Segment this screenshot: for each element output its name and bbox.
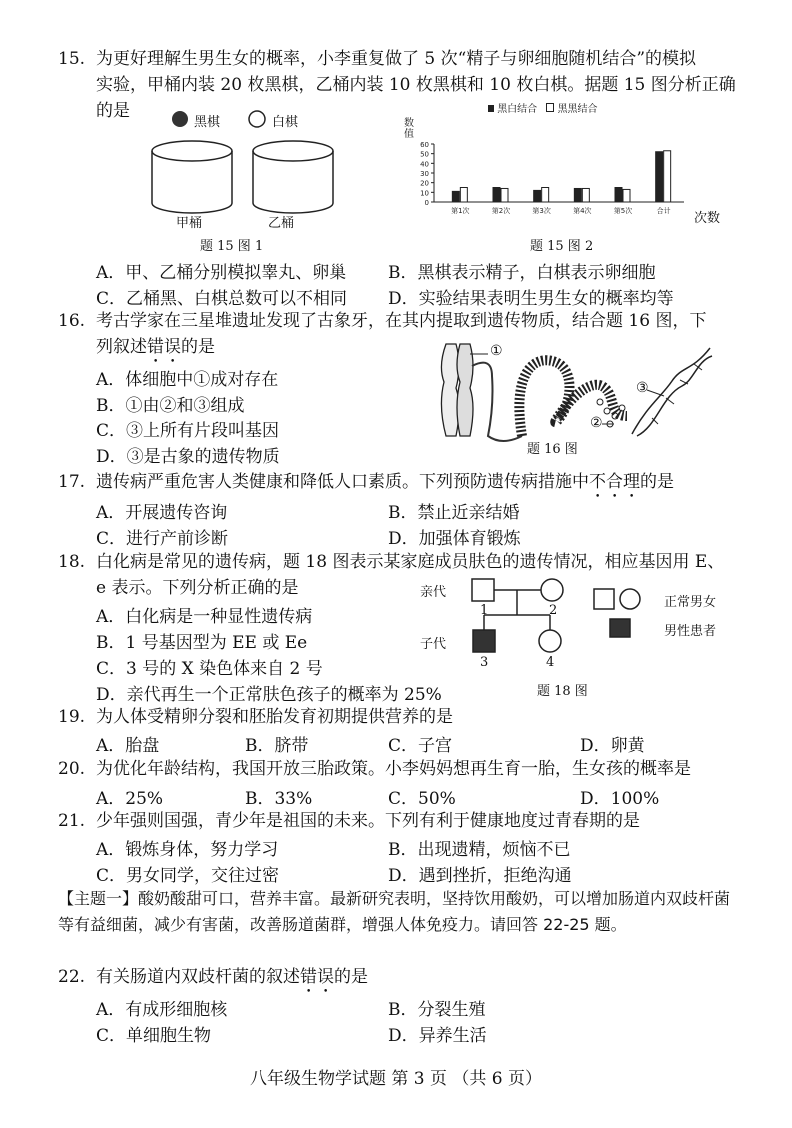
legend-series1-label: 黑白结合: [497, 104, 538, 115]
q16-line1: [58, 309, 706, 334]
q15-line3: 的是: [96, 101, 130, 121]
q18-option-d[interactable]: D．亲代再生一个正常肤色孩子的概率为 25%: [96, 685, 442, 705]
fig16-drawing: [432, 336, 717, 446]
q15-option-d[interactable]: D．实验结果表明生男生女的概率均等: [388, 289, 674, 309]
q18-option-c[interactable]: C．3 号的 X 染色体来自 2 号: [96, 659, 323, 679]
q16-option-d[interactable]: D．③是古象的遗传物质: [96, 447, 280, 467]
fig15-1-caption: 题 15 图 1: [200, 239, 264, 254]
q21-line1: 21. 少年强则国强，青少年是祖国的未来。下列有利于健康地度过青春期的是: [58, 809, 640, 834]
q15-line2: 实验，甲桶内装 20 枚黑棋，乙桶内装 10 枚黑棋和 10 枚白棋。据题 15 图分析正确: [96, 75, 736, 95]
y-tick-label: 10: [420, 189, 429, 198]
q17-option-a[interactable]: A．开展遗传咨询: [96, 503, 228, 523]
q21-option-c[interactable]: C．男女同学，交往过密: [96, 866, 280, 886]
q16-text-1: 考古学家在三星堆遗址发现了古象牙，在其内提取到遗传物质，结合题 16 图，下: [96, 311, 707, 331]
q16-option-a[interactable]: A．体细胞中①成对存在: [96, 370, 279, 390]
chromatid-left: [441, 344, 459, 436]
pedigree-num4: 4: [546, 655, 555, 670]
q20-option-a[interactable]: A．25%: [96, 789, 164, 809]
q17-option-b[interactable]: B．禁止近亲结婚: [388, 503, 520, 523]
q18-line1: 18. 白化病是常见的遗传病，题 18 图表示某家庭成员肤色的遗传情况，相应基因用 E、: [58, 550, 724, 575]
q21-number: 21.: [58, 811, 86, 831]
q22-number: 22.: [58, 967, 86, 987]
fig15-2-caption: 题 15 图 2: [530, 239, 594, 254]
q15-text-1: 为更好理解生男生女的概率，小李重复做了 5 次“精子与卵细胞随机结合”的模拟: [96, 49, 697, 69]
bar-1-4: [574, 188, 581, 202]
q17-line1: 17. 遗传病严重危害人类健康和降低人口素质。下列预防遗传病措施中不合理的是: [58, 470, 674, 502]
bar-2-4: [582, 188, 589, 202]
bucket-b-label: 乙桶: [268, 216, 295, 231]
y-tick-label: 50: [420, 150, 429, 159]
chart-ylabel: 数值: [404, 118, 414, 140]
q16-option-c[interactable]: C．③上所有片段叫基因: [96, 421, 280, 441]
page-footer: 八年级生物学试题 第 3 页 （共 6 页）: [249, 1069, 543, 1089]
q20-option-c[interactable]: C．50%: [388, 789, 456, 809]
y-tick-label: 40: [420, 160, 429, 169]
q15-option-b[interactable]: B．黑棋表示精子，白棋表示卵细胞: [388, 263, 656, 283]
fig16-label1: ①: [490, 343, 503, 359]
chart-legend: [488, 100, 598, 115]
q20-line1: 20. 为优化年龄结构，我国开放三胎政策。小李妈妈想再生育一胎，生女孩的概率是: [58, 757, 691, 782]
q16-option-b[interactable]: B．①由②和③组成: [96, 396, 245, 416]
q15-line1: [58, 47, 696, 72]
q18-line2: e 表示。下列分析正确的是: [96, 578, 299, 598]
x-tick-label: 第1次: [451, 207, 470, 215]
q19-option-d[interactable]: D．卵黄: [580, 736, 645, 756]
white-piece-icon: [249, 111, 265, 127]
y-tick-label: 60: [420, 141, 429, 149]
legend-normal-female-icon: [620, 589, 640, 609]
legend-patient-icon: [610, 619, 630, 637]
x-tick-label: 第4次: [573, 207, 592, 215]
bar-2-2: [501, 188, 508, 202]
child4-female-icon: [539, 630, 561, 652]
fig16-caption: 题 16 图: [527, 442, 578, 457]
legend-patient-label: 男性患者: [664, 624, 717, 639]
pedigree-parents-label: 亲代: [420, 585, 447, 600]
q15-number: 15.: [58, 49, 86, 69]
emphasis-error-2: 错误: [300, 967, 334, 987]
bar-1-2: [493, 188, 500, 203]
q22-option-c[interactable]: C．单细胞生物: [96, 1026, 212, 1046]
q20-option-d[interactable]: D．100%: [580, 789, 660, 809]
q19-option-c[interactable]: C．子宫: [388, 736, 453, 756]
chart-svg: [412, 140, 712, 220]
q22-line1: 22. 有关肠道内双歧杆菌的叙述错误的是: [58, 965, 368, 997]
q17-option-c[interactable]: C．进行产前诊断: [96, 529, 229, 549]
parent1-male-icon: [472, 579, 494, 601]
legend-white-label: 白棋: [272, 115, 299, 130]
q19-option-a[interactable]: A．胎盘: [96, 736, 160, 756]
x-tick-label: 第3次: [532, 207, 551, 215]
black-piece-icon: [172, 111, 188, 127]
bucket-a-label: 甲桶: [176, 216, 203, 231]
y-tick-label: 30: [420, 170, 429, 178]
q19-option-b[interactable]: B．脐带: [245, 736, 309, 756]
q15-option-c[interactable]: C．乙桶黑、白棋总数可以不相同: [96, 289, 348, 309]
chromatid-right: [457, 344, 473, 436]
q16-line2: 列叙述错误的是: [96, 337, 215, 357]
y-tick-label: 20: [420, 179, 429, 188]
bar-2-3: [542, 188, 549, 203]
q15-option-a[interactable]: A．甲、乙桶分别模拟睾丸、卵巢: [96, 263, 347, 283]
bar-1-5: [615, 188, 622, 203]
q18-number: 18.: [58, 552, 86, 572]
q20-option-b[interactable]: B．33%: [245, 789, 313, 809]
pedigree-num3: 3: [480, 655, 489, 670]
q16-number: 16.: [58, 311, 86, 331]
y-tick-label: 0: [424, 199, 429, 207]
fig18-caption: 题 18 图: [537, 684, 588, 699]
pedigree-num1: 1: [480, 603, 489, 618]
fiber: [472, 363, 522, 441]
q19-number: 19.: [58, 707, 86, 727]
q17-option-d[interactable]: D．加强体育锻炼: [388, 529, 521, 549]
legend-series2-label: 黑黑结合: [557, 104, 598, 115]
x-tick-label: 合计: [656, 207, 671, 215]
q18-option-b[interactable]: B．1 号基因型为 EE 或 Ee: [96, 633, 308, 653]
q20-number: 20.: [58, 759, 86, 779]
legend-white-swatch: [546, 103, 554, 112]
q18-option-a[interactable]: A．白化病是一种显性遗传病: [96, 607, 313, 627]
x-tick-label: 第2次: [491, 207, 511, 215]
fig16-label3: ③: [636, 380, 649, 396]
bar-1-3: [534, 190, 541, 202]
chart-xlabel: 次数: [694, 211, 721, 226]
bar-1-1: [452, 191, 459, 202]
legend-black-label: 黑棋: [194, 115, 221, 130]
pedigree-num2: 2: [549, 603, 558, 618]
q22-option-b[interactable]: B．分裂生殖: [388, 1000, 486, 1020]
emphasis-error: 错误: [147, 337, 181, 357]
q17-number: 17.: [58, 472, 86, 492]
coil: [519, 360, 627, 436]
q19-line1: 19. 为人体受精卵分裂和胚胎发育初期提供营养的是: [58, 705, 453, 730]
emphasis-unreasonable: 不合理: [589, 472, 640, 492]
parent2-female-icon: [541, 579, 563, 601]
q22-option-a[interactable]: A．有成形细胞核: [96, 1000, 228, 1020]
bar-2-6: [664, 151, 671, 202]
bar-2-1: [460, 188, 467, 203]
fig16-label2: ②: [590, 415, 603, 431]
legend-normal-label: 正常男女: [664, 595, 717, 610]
q21-option-a[interactable]: A．锻炼身体，努力学习: [96, 840, 279, 860]
bar-1-6: [656, 152, 663, 202]
pedigree-children-label: 子代: [420, 637, 447, 652]
x-tick-label: 第5次: [613, 207, 633, 215]
legend-normal-male-icon: [594, 589, 614, 609]
bucket-a-top: [152, 141, 232, 161]
theme1-paragraph: 【主题一】酸奶酸甜可口，营养丰富。最新研究表明，坚持饮用酸奶，可以增加肠道内双歧杆菌等有益细菌，减少有害菌，改善肠道菌群，增强人体免疫力。请回答 22-25 题。: [58, 889, 731, 934]
q21-option-d[interactable]: D．遇到挫折，拒绝沟通: [388, 866, 572, 886]
q22-option-d[interactable]: D．异养生活: [388, 1026, 487, 1046]
fig15-1-drawing: [145, 108, 365, 228]
bucket-b-top: [253, 141, 333, 161]
child3-patient-icon: [473, 630, 495, 652]
q21-option-b[interactable]: B．出现遗精，烦恼不已: [388, 840, 571, 860]
helix-strand-2: [637, 356, 712, 436]
bar-2-5: [623, 189, 630, 202]
legend-black-swatch: [488, 105, 494, 112]
